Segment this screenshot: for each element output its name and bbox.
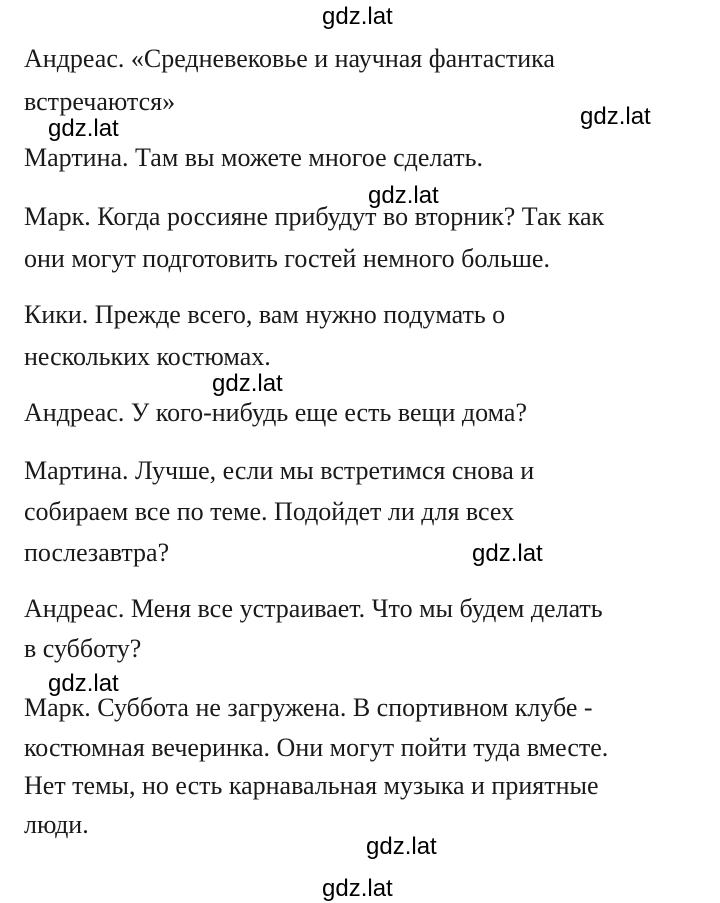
text-line: встречаются» xyxy=(24,87,176,116)
text-line: Кики. Прежде всего, вам нужно подумать о xyxy=(24,300,506,329)
text-line: Мартина. Там вы можете многое сделать. xyxy=(24,143,483,172)
watermark: gdz.lat xyxy=(368,182,439,209)
watermark: gdz.lat xyxy=(366,833,437,860)
watermark: gdz.lat xyxy=(472,540,543,567)
watermark: gdz.lat xyxy=(48,115,119,142)
watermark: gdz.lat xyxy=(212,370,283,397)
text-line: они могут подготовить гостей немного больше. xyxy=(24,244,550,273)
text-line: люди. xyxy=(24,810,89,839)
text-line: Нет темы, но есть карнавальная музыка и приятные xyxy=(24,771,599,800)
watermark: gdz.lat xyxy=(322,3,393,30)
text-line: нескольких костюмах. xyxy=(24,342,271,371)
watermark: gdz.lat xyxy=(48,670,119,697)
text-line: Марк. Когда россияне прибудут во вторник? Так как xyxy=(24,202,605,231)
text-line: Мартина. Лучше, если мы встретимся снова и xyxy=(24,456,535,485)
text-line: послезавтра? xyxy=(24,538,170,567)
text-line: Андреас. У кого-нибудь еще есть вещи дома? xyxy=(24,398,528,427)
text-line: Андреас. Меня все устраивает. Что мы будем делать xyxy=(24,594,603,623)
text-line: собираем все по теме. Подойдет ли для всех xyxy=(24,497,515,526)
watermark: gdz.lat xyxy=(322,875,393,902)
text-line: Марк. Суббота не загружена. В спортивном клубе - xyxy=(24,693,593,722)
text-line: Андреас. «Средневековье и научная фантастика xyxy=(24,44,555,73)
text-line: костюмная вечеринка. Они могут пойти туда вместе. xyxy=(24,733,609,762)
text-line: в субботу? xyxy=(24,634,142,663)
watermark: gdz.lat xyxy=(580,103,651,130)
